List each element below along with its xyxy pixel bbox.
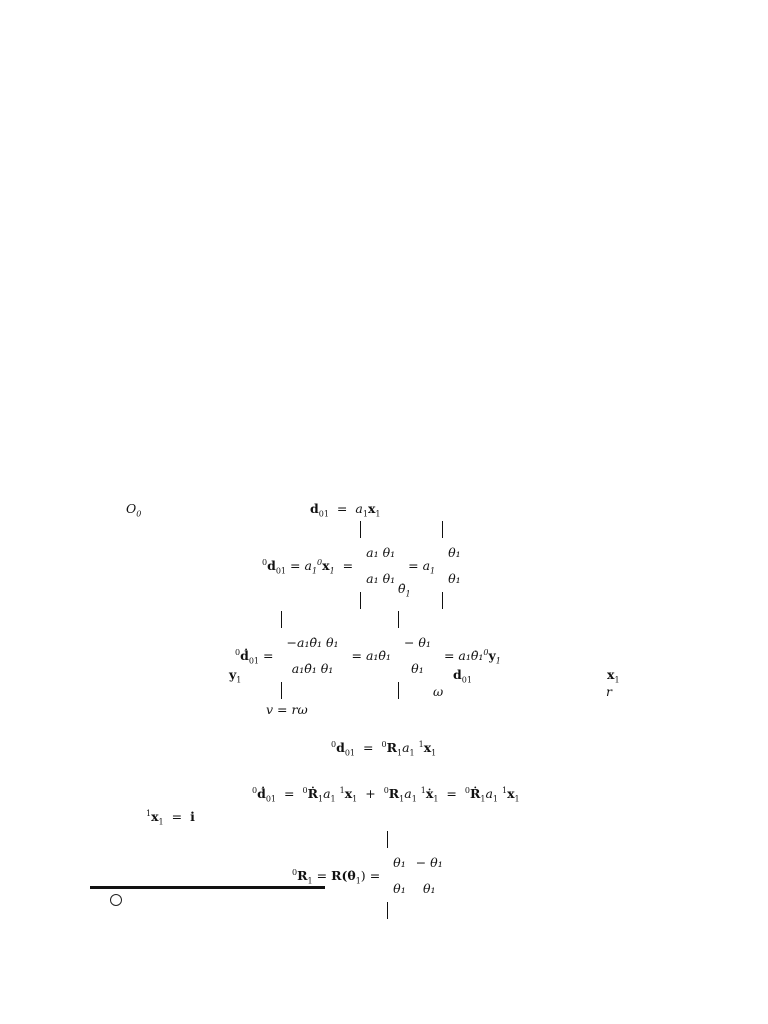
v-equation: v = rω <box>266 702 308 717</box>
r-label: r <box>606 684 612 699</box>
d01-definition: $d_{01} = a_1x_1$ <box>310 501 381 519</box>
y1-label: $y_1$ <box>229 667 242 685</box>
equation-d01-derivative: $^0$ḋ$_{01}$ = $^0Ṙ_1a_1$ $^1x_1 + ^0R_1a_1$ $^1$ẋ$_1$ = $^0Ṙ_1a_1$ $^1x_1$ <box>252 785 520 804</box>
equation-d01-matrix: $^0d_{01}$ = $a_1^0x_1$ = a₁ θ₁ a₁ θ₁ = $a_1$ θ₁ θ₁ <box>262 522 470 608</box>
origin-o0-label: $O_0$ <box>126 501 142 519</box>
matrix-velocity: −a₁θ̇₁ θ₁ a₁θ̇₁ θ₁ <box>281 612 345 698</box>
circle-icon <box>110 894 122 906</box>
matrix-unit-position: θ₁ θ₁ <box>442 522 467 608</box>
theta-dot-label: $\thetȧ_1$ <box>398 581 411 599</box>
x1-label: $x_1$ <box>607 667 620 685</box>
equation-d01-velocity: $^0$ḋ$_{01}$ = −a₁θ̇₁ θ₁ a₁θ̇₁ θ₁ = a₁θ̇₁ − θ₁ θ₁ = $a_1\thetȧ_1^0y_1$ <box>235 612 505 698</box>
footnote-rule <box>90 886 325 889</box>
d01-label: $d_{01}$ <box>453 667 472 685</box>
x1-equals-i: $^1x_1 = i$ <box>146 808 195 827</box>
matrix-unit-velocity: − θ₁ θ₁ <box>398 612 437 698</box>
equation-d01-rotation: $^0d_{01} = ^0R_1a_1$ $^1x_1$ <box>331 739 437 758</box>
matrix-position: a₁ θ₁ a₁ θ₁ <box>360 522 401 608</box>
omega-label: ω <box>433 684 444 699</box>
matrix-rotation: θ₁ − θ₁ θ₁ θ₁ <box>387 832 449 918</box>
equation-rotation-matrix: $^0R_1$ = $R(\theta_1)$ = θ₁ − θ₁ θ₁ θ₁ <box>292 832 452 918</box>
